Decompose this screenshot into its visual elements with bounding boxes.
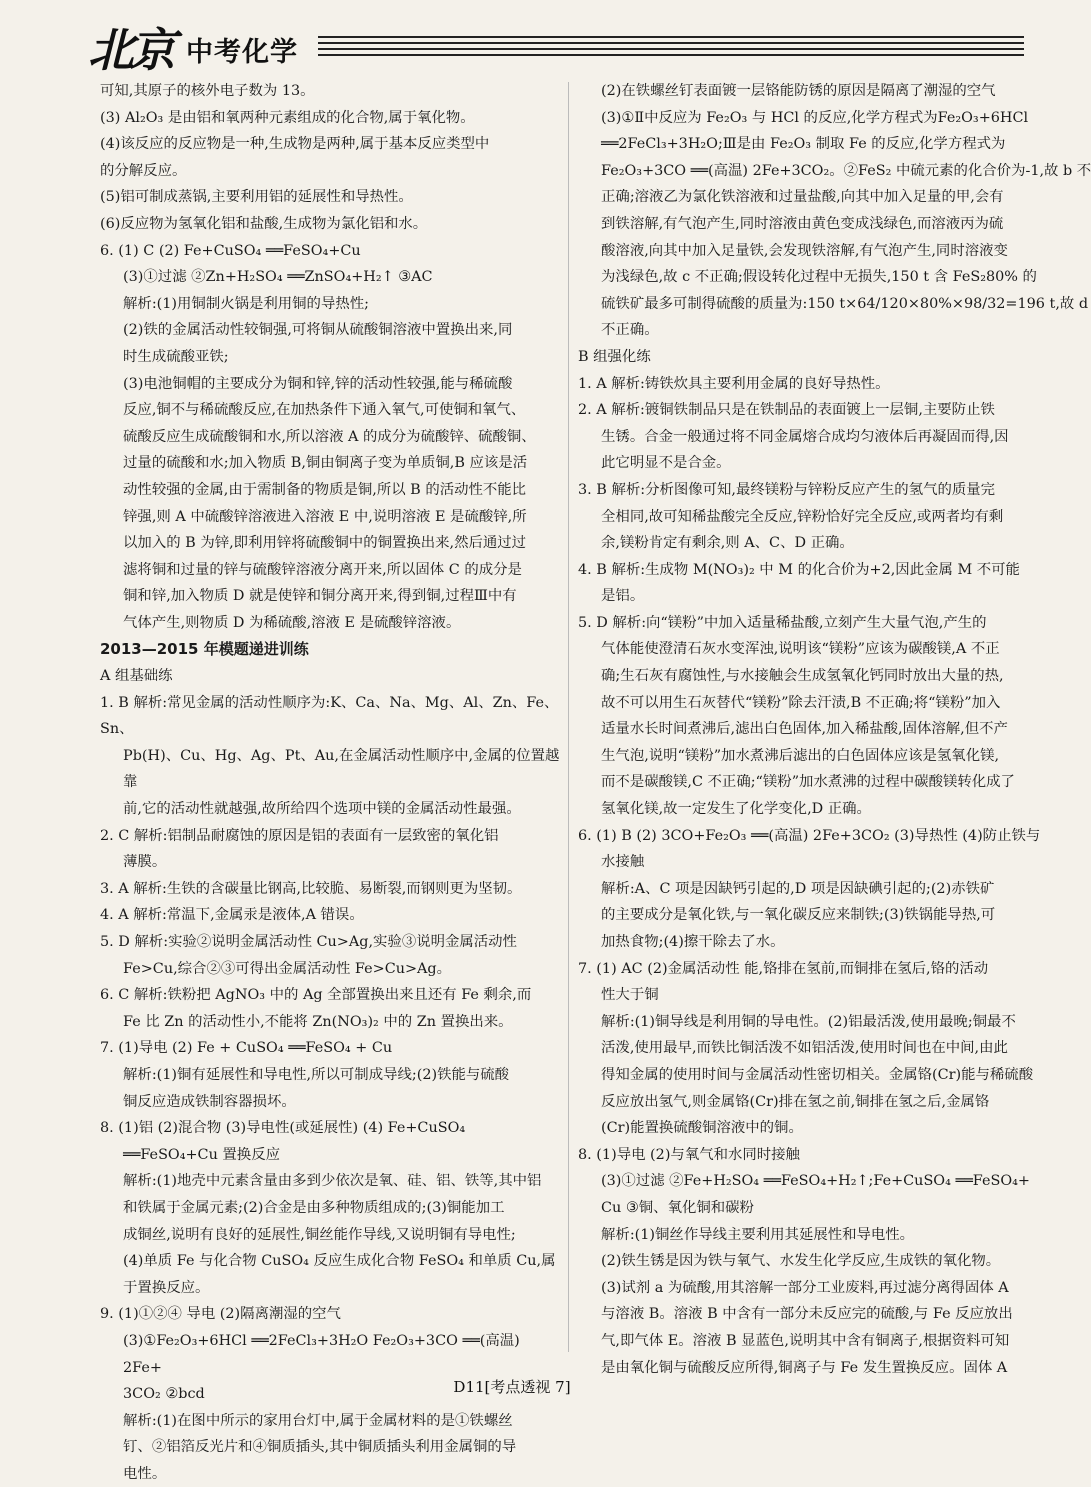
text-line: (3) Al₂O₃ 是由铝和氧两种元素组成的化合物,属于氧化物。 (100, 109, 475, 126)
explanation-line: 解析:(1)铜有延展性和导电性,所以可制成导线;(2)铁能与硫酸 (123, 1066, 510, 1083)
answer-line: 3. B 解析:分析图像可知,最终镁粉与锌粉反应产生的氢气的质量完 (578, 481, 996, 498)
answer-line: 2. C 解析:铝制品耐腐蚀的原因是铝的表面有一层致密的氧化铝 (100, 827, 499, 844)
text-line: (6)反应物为氢氧化铝和盐酸,生成物为氯化铝和水。 (100, 215, 428, 232)
answer-line: 9. (1)①②④ 导电 (2)隔离潮湿的空气 (100, 1306, 341, 1323)
text-line: (3)①过滤 ②Zn+H₂SO₄ ══ZnSO₄+H₂↑ ③AC (123, 269, 433, 286)
text-line: (3)试剂 a 为硫酸,用其溶解一部分工业废料,再过滤分离得固体 A (601, 1279, 1009, 1296)
text-line: (4)单质 Fe 与化合物 CuSO₄ 反应生成化合物 FeSO₄ 和单质 Cu,属 (123, 1253, 556, 1270)
answer-line: 6. (1) B (2) 3CO+Fe₂O₃ ══(高温) 2Fe+3CO₂ (3)导热性 (4)防止铁与 (578, 827, 1041, 844)
subsection-heading: A 组基础练 (100, 668, 173, 685)
header-rule-lines (318, 36, 1024, 58)
text-line: 硫酸反应生成硫酸铜和水,所以溶液 A 的成分为硫酸锌、硫酸铜、 (123, 428, 536, 445)
answer-line: 5. D 解析:实验②说明金属活动性 Cu>Ag,实验③说明金属活动性 (100, 934, 517, 950)
text-line: 前,它的活动性就越强,故所给四个选项中镁的金属活动性最强。 (123, 801, 521, 818)
text-line: 过量的硫酸和水;加入物质 B,铜由铜离子变为单质铜,B 应该是活 (123, 455, 528, 472)
subsection-heading: B 组强化练 (578, 348, 651, 365)
page-footer: D11[考点透视 7] (453, 1378, 571, 1396)
text-line: 薄膜。 (123, 854, 167, 871)
answer-line: 7. (1) AC (2)金属活动性 能,铬排在氢前,而铜排在氢后,铬的活动 (578, 960, 989, 977)
text-line: 可知,其原子的核外电子数为 13。 (100, 83, 315, 99)
text-line: 反应放出氢气,则金属铬(Cr)排在氢之前,铜排在氢之后,金属铬 (601, 1093, 990, 1110)
explanation-line: 解析:A、C 项是因缺钙引起的,D 项是因缺碘引起的;(2)赤铁矿 (601, 880, 995, 897)
answer-line: 6. (1) C (2) Fe+CuSO₄ ══FeSO₄+Cu (100, 242, 361, 259)
text-line: 水接触 (601, 854, 645, 871)
text-line: Pb(H)、Cu、Hg、Ag、Pt、Au,在金属活动性顺序中,金属的位置越靠 (123, 747, 560, 791)
text-line: 硫铁矿最多可制得硫酸的质量为:150 t×64/120×80%×98/32=196 t,故 d (601, 295, 1089, 312)
text-line: 生锈。合金一般通过将不同金属熔合成均匀液体后再凝固而得,因 (601, 428, 1009, 445)
text-line: 全相同,故可知稀盐酸完全反应,锌粉恰好完全反应,或两者均有剩 (601, 508, 1004, 525)
text-line: 电性。 (123, 1465, 167, 1482)
text-line: 性大于铜 (601, 987, 659, 1004)
text-line: 反应,铜不与稀硫酸反应,在加热条件下通入氧气,可使铜和氧气、 (123, 402, 526, 419)
text-line: 动性较强的金属,由于需制备的物质是铜,所以 B 的活动性不能比 (123, 481, 527, 498)
text-line: (3)①Fe₂O₃+6HCl ══2FeCl₃+3H₂O Fe₂O₃+3CO ══(高温) 2Fe+ (123, 1332, 520, 1376)
text-line: 活泼,使用最早,而铁比铜活泼不如铝活泼,使用时间也在中间,由此 (601, 1040, 1008, 1057)
answer-line: 4. B 解析:生成物 M(NO₃)₂ 中 M 的化合价为+2,因此金属 M 不可能 (578, 561, 1020, 578)
text-line: 故不可以用生石灰替代“镁粉”除去汗渍,B 不正确;将“镁粉”加入 (601, 694, 1001, 711)
text-line: 时生成硫酸亚铁; (123, 348, 229, 365)
text-line: ══2FeCl₃+3H₂O;Ⅲ是由 Fe₂O₃ 制取 Fe 的反应,化学方程式为 (601, 136, 1006, 153)
answer-line: 6. C 解析:铁粉把 AgNO₃ 中的 Ag 全部置换出来且还有 Fe 剩余,而 (100, 987, 532, 1004)
text-line: 是铝。 (601, 588, 645, 605)
text-line: 不正确。 (601, 322, 659, 339)
text-line: 3CO₂ ②bcd (123, 1386, 205, 1403)
left-column (100, 78, 562, 1487)
text-line: 生气泡,说明“镁粉”加水煮沸后滤出的白色固体应该是氢氧化镁, (601, 747, 1000, 764)
text-line: 而不是碳酸镁,C 不正确;“镁粉”加水煮沸的过程中碳酸镁转化成了 (601, 774, 1015, 791)
text-line: 气体产生,则物质 D 为稀硫酸,溶液 E 是硫酸锌溶液。 (123, 614, 461, 631)
text-line: 加热食物;(4)擦干除去了水。 (601, 934, 785, 950)
explanation-line: 解析:(1)地壳中元素含量由多到少依次是氧、硅、铝、铁等,其中铝 (123, 1173, 542, 1190)
text-line: 酸溶液,向其中加入足量铁,会发现铁溶解,有气泡产生,同时溶液变 (601, 242, 1008, 259)
beijing-logo: 北京 (88, 23, 172, 77)
text-line: 正确;溶液乙为氯化铁溶液和过量盐酸,向其中加入足量的甲,会有 (601, 189, 1004, 206)
explanation-line: 解析:(1)在图中所示的家用台灯中,属于金属材料的是①铁螺丝 (123, 1412, 513, 1429)
text-line: ══FeSO₄+Cu 置换反应 (123, 1146, 280, 1163)
text-line: 适量水长时间煮沸后,滤出白色固体,加入稀盐酸,固体溶解,但不产 (601, 721, 1008, 738)
text-line: (3)电池铜帽的主要成分为铜和锌,锌的活动性较强,能与稀硫酸 (123, 375, 513, 392)
text-line: 的主要成分是氧化铁,与一氧化碳反应来制铁;(3)铁锅能导热,可 (601, 907, 996, 924)
text-line: 铜和锌,加入物质 D 就是使锌和铜分离开来,得到铜,过程Ⅲ中有 (123, 588, 517, 605)
answer-line: 5. D 解析:向“镁粉”中加入适量稀盐酸,立刻产生大量气泡,产生的 (578, 614, 987, 631)
text-line: 和铁属于金属元素;(2)合金是由多种物质组成的;(3)铜能加工 (123, 1199, 505, 1216)
text-line: 气,即气体 E。溶液 B 显蓝色,说明其中含有铜离子,根据资料可知 (601, 1332, 1010, 1349)
book-title: 中考化学 (186, 37, 298, 68)
text-line: 氢氧化镁,故一定发生了化学变化,D 正确。 (601, 801, 871, 818)
answer-line: 2. A 解析:镀铜铁制品只是在铁制品的表面镀上一层铜,主要防止铁 (578, 402, 995, 419)
text-line: 为浅绿色,故 c 不正确;假设转化过程中无损失,150 t 含 FeS₂80% 的 (601, 269, 1037, 286)
text-line: Cu ③铜、氧化铜和碳粉 (601, 1199, 754, 1216)
text-line: (5)铝可制成蒸锅,主要利用铝的延展性和导热性。 (100, 189, 413, 206)
text-line: 到铁溶解,有气泡产生,同时溶液由黄色变成浅绿色,而溶液丙为硫 (601, 215, 1004, 232)
text-line: 以加入的 B 为锌,即利用锌将硫酸铜中的铜置换出来,然后通过过 (123, 535, 527, 552)
text-line: (4)该反应的反应物是一种,生成物是两种,属于基本反应类型中 (100, 136, 490, 153)
text-line: Fe₂O₃+3CO ══(高温) 2Fe+3CO₂。②FeS₂ 中硫元素的化合价为-1,故 b 不 (601, 162, 1091, 179)
explanation-line: 解析:(1)铜丝作导线主要利用其延展性和导电性。 (601, 1226, 915, 1243)
answer-line: 4. A 解析:常温下,金属汞是液体,A 错误。 (100, 907, 364, 924)
text-line: 铜反应造成铁制容器损坏。 (123, 1093, 296, 1110)
page-header (0, 0, 1024, 80)
text-line: 的分解反应。 (100, 162, 187, 179)
text-line: 钉、②铝箔反光片和④铜质插头,其中铜质插头利用金属铜的导 (123, 1439, 517, 1456)
text-line: (Cr)能置换硫酸铜溶液中的铜。 (601, 1120, 803, 1137)
text-line: (3)①Ⅱ中反应为 Fe₂O₃ 与 HCl 的反应,化学方程式为Fe₂O₃+6HCl (601, 109, 1029, 126)
text-line: 得知金属的使用时间与金属活动性密切相关。金属铬(Cr)能与稀硫酸 (601, 1066, 1034, 1083)
answer-line: 1. B 解析:常见金属的活动性顺序为:K、Ca、Na、Mg、Al、Zn、Fe、Sn、 (100, 694, 559, 738)
text-line: (2)在铁螺丝钉表面镀一层铬能防锈的原因是隔离了潮湿的空气 (601, 83, 996, 99)
text-line: 确;生石灰有腐蚀性,与水接触会生成氢氧化钙同时放出大量的热, (601, 668, 1004, 685)
answer-line: 8. (1)铝 (2)混合物 (3)导电性(或延展性) (4) Fe+CuSO₄ (100, 1120, 466, 1137)
text-line: 此它明显不是合金。 (601, 455, 731, 472)
right-column (578, 78, 1091, 1381)
answer-line: 1. A 解析:铸铁炊具主要利用金属的良好导热性。 (578, 375, 890, 392)
text-line: Fe>Cu,综合②③可得出金属活动性 Fe>Cu>Ag。 (123, 960, 452, 977)
text-line: 滤将铜和过量的锌与硫酸锌溶液分离开来,所以固体 C 的成分是 (123, 561, 522, 578)
text-line: 与溶液 B。溶液 B 中含有一部分未反应完的硫酸,与 Fe 反应放出 (601, 1306, 1013, 1323)
text-line: 于置换反应。 (123, 1279, 210, 1296)
text-line: 锌强,则 A 中硫酸锌溶液进入溶液 E 中,说明溶液 E 是硫酸锌,所 (123, 508, 527, 525)
answer-line: 8. (1)导电 (2)与氧气和水同时接触 (578, 1146, 800, 1163)
section-heading: 2013—2015 年模题递进训练 (100, 640, 309, 659)
text-line: 是由氧化铜与硫酸反应所得,铜离子与 Fe 发生置换反应。固体 A (601, 1359, 1008, 1376)
text-line: 成铜丝,说明有良好的延展性,铜丝能作导线,又说明铜有导电性; (123, 1226, 516, 1243)
explanation-line: 解析:(1)用铜制火锅是利用铜的导热性; (123, 295, 369, 312)
answer-line: 3. A 解析:生铁的含碳量比钢高,比较脆、易断裂,而钢则更为坚韧。 (100, 880, 522, 897)
text-line: (3)①过滤 ②Fe+H₂SO₄ ══FeSO₄+H₂↑;Fe+CuSO₄ ══FeSO₄+ (601, 1173, 1030, 1190)
text-line: (2)铁的金属活动性较铜强,可将铜从硫酸铜溶液中置换出来,同 (123, 322, 513, 339)
answer-line: 7. (1)导电 (2) Fe + CuSO₄ ══FeSO₄ + Cu (100, 1040, 393, 1057)
explanation-line: 解析:(1)铜导线是利用铜的导电性。(2)铝最活泼,使用最晚;铜最不 (601, 1013, 1016, 1030)
text-line: 气体能使澄清石灰水变浑浊,说明该“镁粉”应该为碳酸镁,A 不正 (601, 641, 1000, 658)
text-line: 余,镁粉肯定有剩余,则 A、C、D 正确。 (601, 535, 854, 552)
text-line: (2)铁生锈是因为铁与氧气、水发生化学反应,生成铁的氧化物。 (601, 1253, 1001, 1270)
column-divider (568, 82, 569, 1352)
text-line: Fe 比 Zn 的活动性小,不能将 Zn(NO₃)₂ 中的 Zn 置换出来。 (123, 1013, 513, 1030)
